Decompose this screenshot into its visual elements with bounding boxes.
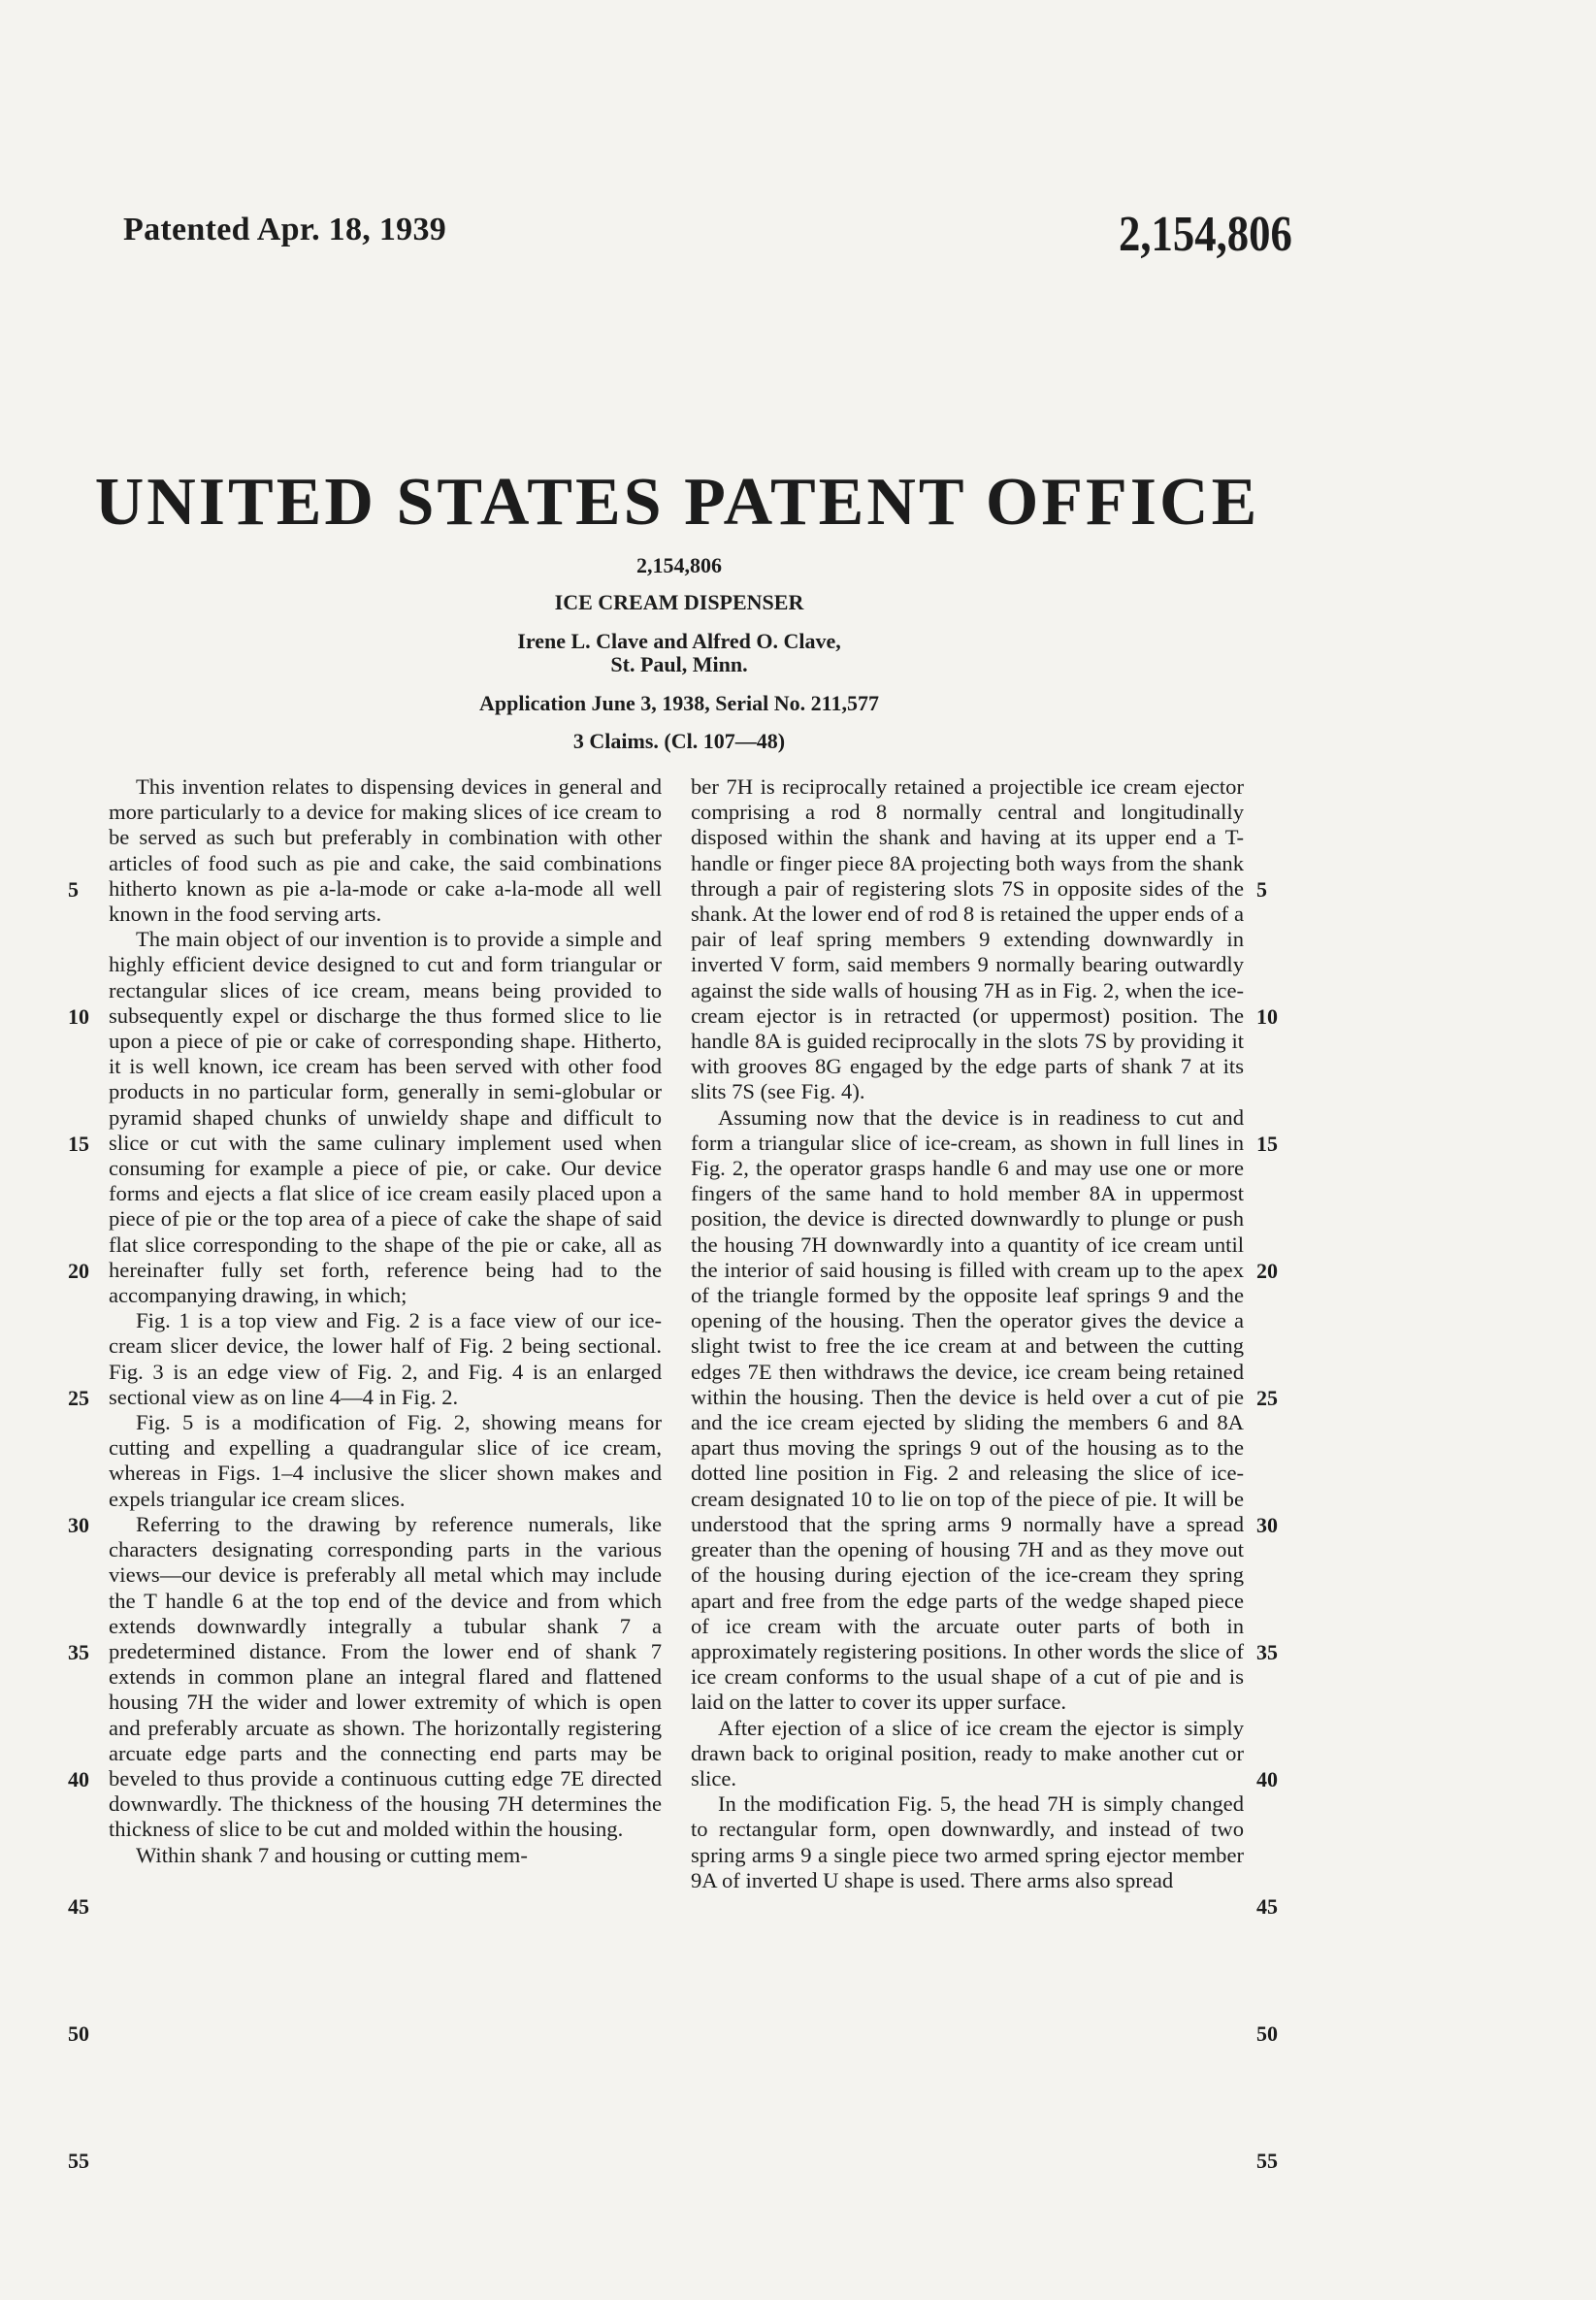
line-number: 20: [1256, 1259, 1278, 1283]
line-number: 15: [1256, 1132, 1278, 1156]
line-number: 45: [68, 1894, 89, 1919]
location: St. Paul, Minn.: [610, 652, 748, 676]
line-number: 5: [68, 877, 79, 902]
line-number: 15: [68, 1132, 89, 1156]
paragraph: ber 7H is reciprocally retained a projectible ice cream ejector comprising a rod 8 normally central and longitudinally disposed within the shank and having at its upper end a T-handle or finger piece 8A projecting both ways from the shank through a pair of registering slots 7S in opposite sides of the shank. At the lower end of rod 8 is retained the upper ends of a pair of leaf spring members 9 extending downwardly in inverted V form, said members 9 normally bearing outwardly against the side walls of housing 7H as in Fig. 2, when the ice-cream ejector is in retracted (or uppermost) position. The handle 8A is guided reciprocally in the slots 7S by providing it with grooves 8G engaged by the edge parts of shank 7 at its slits 7S (see Fig. 4).: [691, 774, 1244, 1104]
line-number: 40: [1256, 1767, 1278, 1791]
line-number: 35: [1256, 1640, 1278, 1664]
left-column: [109, 774, 662, 1868]
line-number: 40: [68, 1767, 89, 1791]
inventors: Irene L. Clave and Alfred O. Clave,: [517, 629, 841, 653]
office-title: UNITED STATES PATENT OFFICE: [94, 465, 1260, 540]
line-number: 10: [1256, 1004, 1278, 1029]
paragraph: Fig. 1 is a top view and Fig. 2 is a face view of our ice-cream slicer device, the lower half of Fig. 2 being sectional. Fig. 3 is an edge view of Fig. 2, and Fig. 4 is an enlarged sectional view as on line 4—4 in Fig. 2.: [109, 1308, 662, 1409]
line-number: 25: [68, 1386, 89, 1410]
line-number: 20: [68, 1259, 89, 1283]
paragraph: Referring to the drawing by reference numerals, like characters designating corresponding parts in the various views—our device is preferably all metal which may include the T handle 6 at the top end of the device and from which extends downwardly integrally a tubular shank 7 a predetermined distance. From the lower end of shank 7 extends in common plane an integral flared and flattened housing 7H the wider and lower extremity of which is open and preferably arcuate as shown. The horizontally registering arcuate edge parts and the connecting end parts may be beveled to thus provide a continuous cutting edge 7E directed downwardly. The thickness of the housing 7H determines the thickness of slice to be cut and molded within the housing.: [109, 1511, 662, 1842]
line-number: 30: [68, 1513, 89, 1537]
patent-date: Patented Apr. 18, 1939: [123, 212, 447, 247]
paragraph: Within shank 7 and housing or cutting mem-: [136, 1842, 528, 1867]
invention-title: ICE CREAM DISPENSER: [554, 590, 804, 614]
right-column: [691, 774, 1244, 1893]
patent-number: 2,154,806: [1119, 207, 1292, 262]
claims-line: 3 Claims. (Cl. 107—48): [572, 729, 786, 753]
paragraph: Assuming now that the device is in readiness to cut and form a triangular slice of ice-cream, as shown in full lines in Fig. 2, the operator grasps handle 6 and may use one or more fingers of the same hand to hold member 8A in uppermost position, the device is directed downwardly to plunge or push the housing 7H downwardly into a quantity of ice cream until the interior of said housing is filled with cream up to the apex of the triangle formed by the opposite leaf springs 9 and the opening of the housing. Then the operator gives the device a slight twist to free the ice cream at and between the cutting edges 7E then withdraws the device, ice cream being retained within the housing. Then the device is held over a cut of pie and the ice cream ejected by sliding the members 6 and 8A apart thus moving the springs 9 out of the housing as to the dotted line position in Fig. 2 and releasing the slice of ice-cream designated 10 to lie on top of the piece of pie. It will be understood that the spring arms 9 normally have a spread greater than the opening of housing 7H and as they move out of the housing during ejection of the ice-cream they spring apart and free from the edge parts of the wedge shaped piece of ice cream with the arcuate outer parts of both in approximately registering positions. In other words the slice of ice cream conforms to the usual shape of a cut of pie and is laid on the latter to cover its upper surface.: [691, 1104, 1244, 1715]
paragraph: The main object of our invention is to provide a simple and highly efficient device designed to cut and form triangular or rectangular slices of ice cream, means being provided to subsequently expel or discharge the thus formed slice to lie upon a piece of pie or cake of corresponding shape. Hitherto, it is well known, ice cream has been served with other food products in no particular form, generally in semi-globular or pyramid shaped chunks of unwieldy shape and difficult to slice or cut with the same culinary implement used when consuming for example a piece of pie, or cake. Our device forms and ejects a flat slice of ice cream easily placed upon a piece of pie or the top area of a piece of cake the shape of said flat slice corresponding to the shape of the pie or cake, all as hereinafter fully set forth, reference being had to the accompanying drawing, in which;: [109, 927, 662, 1308]
line-number: 30: [1256, 1513, 1278, 1537]
paragraph: After ejection of a slice of ice cream the ejector is simply drawn back to original position, ready to make another cut or slice.: [691, 1715, 1244, 1791]
line-number: 55: [1256, 2149, 1278, 2173]
paragraph: In the modification Fig. 5, the head 7H is simply changed to rectangular form, open downwardly, and instead of two spring arms 9 a single piece two armed spring ejector member 9A of inverted U shape is used. There arms also spread: [691, 1791, 1244, 1892]
line-number: 55: [68, 2149, 89, 2173]
line-number: 10: [68, 1004, 89, 1029]
line-number: 25: [1256, 1386, 1278, 1410]
paragraph: Fig. 5 is a modification of Fig. 2, showing means for cutting and expelling a quadrangular slice of ice cream, whereas in Figs. 1–4 inclusive the slicer shown makes and expels triangular ice cream slices.: [109, 1410, 662, 1511]
line-number: 45: [1256, 1894, 1278, 1919]
line-number: 50: [1256, 2021, 1278, 2046]
line-number: 35: [68, 1640, 89, 1664]
application-line: Application June 3, 1938, Serial No. 211,577: [479, 691, 879, 715]
meta-number: 2,154,806: [636, 553, 722, 577]
line-number: 50: [68, 2021, 89, 2046]
paragraph: This invention relates to dispensing devices in general and more particularly to a device for making slices of ice cream to be served as such but preferably in combination with other articles of food such as pie and cake, the said combinations hitherto known as pie a-la-mode or cake a-la-mode all well known in the food serving arts.: [109, 774, 662, 927]
line-number: 5: [1256, 877, 1267, 902]
